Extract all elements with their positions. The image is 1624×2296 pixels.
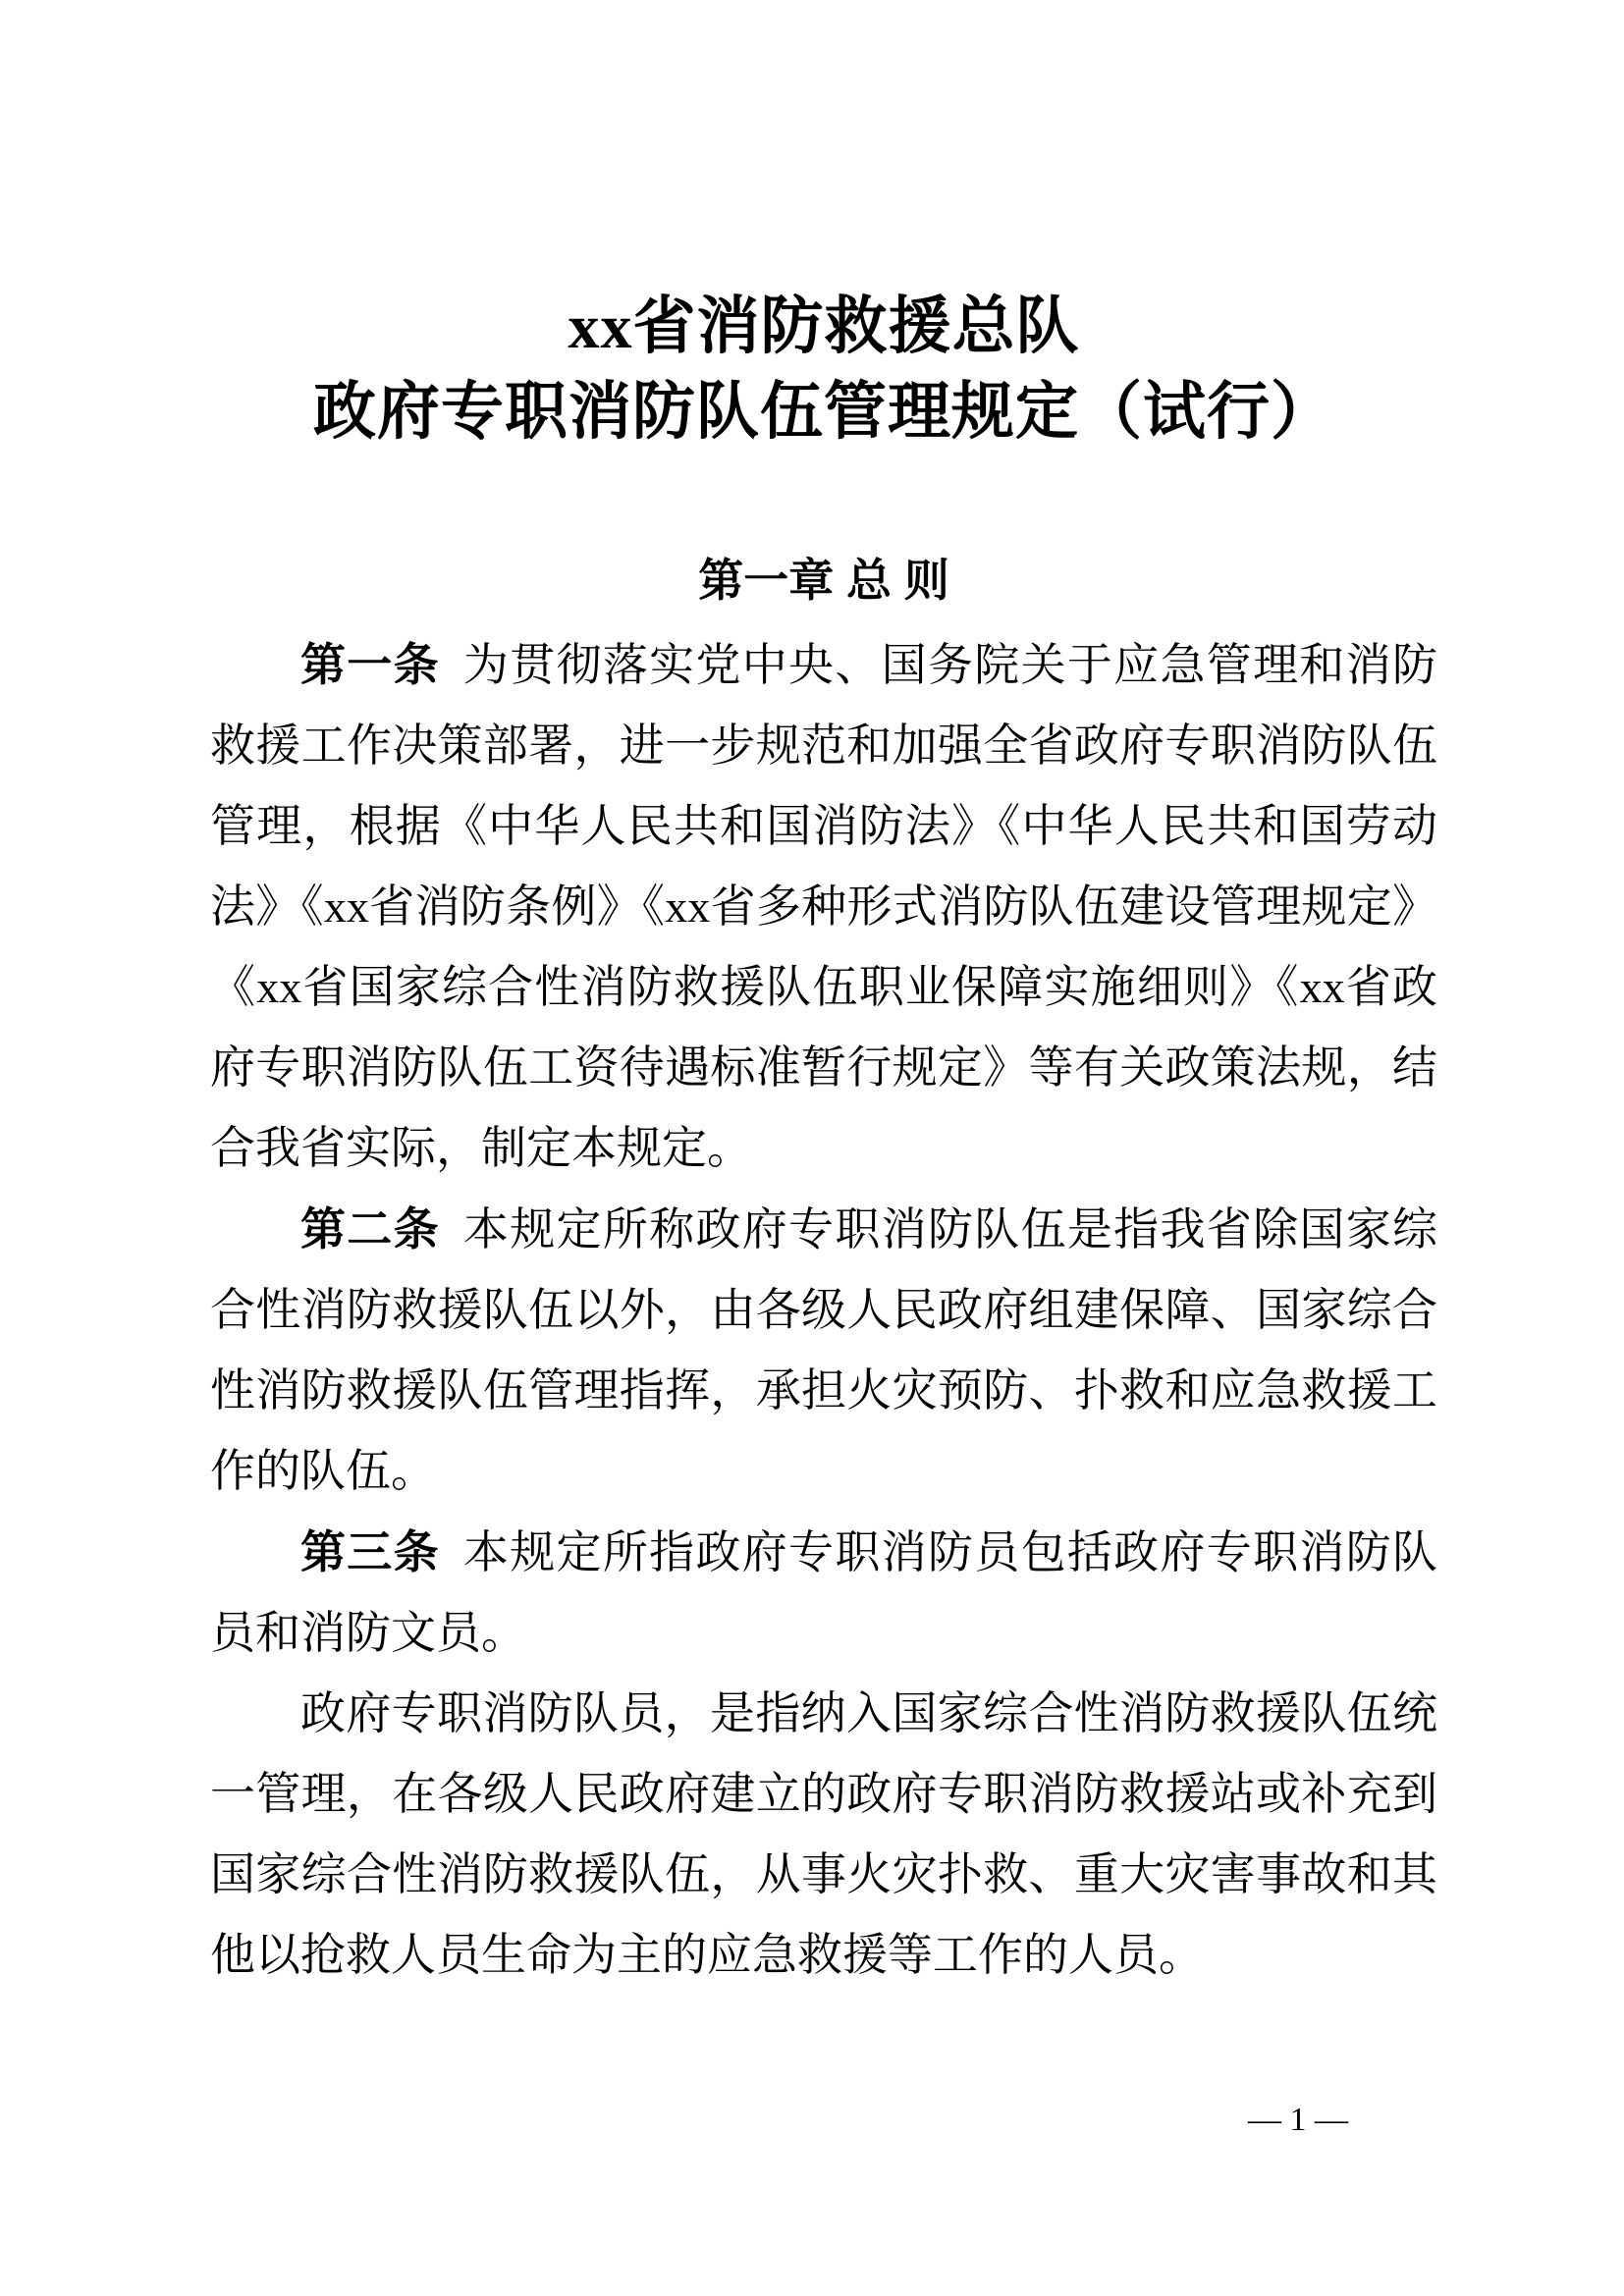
article-1-text: 为贯彻落实党中央、国务院关于应急管理和消防救援工作决策部署，进一步规范和加强全省政府专职消防队伍管理，根据《中华人民共和国消防法》《中华人民共和国劳动法》《xx省消防条例》《xx省多种形式消防队伍建设管理规定》《xx省国家综合性消防救援队伍职业保障实施细则》《xx省政府专职消防队伍工资待遇标准暂行规定》等有关政策法规，结合我省实际，制定本规定。 [210, 640, 1438, 1173]
chapter-heading: 第一章 总 则 [698, 555, 949, 606]
article-3-label: 第三条 [300, 1526, 440, 1577]
document-title-line2: 政府专职消防队伍管理规定（试行） [313, 377, 1334, 447]
document-body [210, 624, 1437, 1996]
document-title [210, 284, 1437, 454]
paragraph-definition-text: 政府专职消防队员，是指纳入国家综合性消防救援队伍统一管理，在各级人民政府建立的政府专职消防救援站或补充到国家综合性消防救援队伍，从事火灾扑救、重大灾害事故和其他以抢救人员生命为主的应急救援等工作的人员。 [210, 1688, 1437, 1980]
article-1-label: 第一条 [300, 639, 440, 690]
article-2-label: 第二条 [300, 1203, 440, 1255]
paragraph-definition [210, 1674, 1437, 1996]
paragraph-article-2 [210, 1189, 1437, 1512]
page-number: — 1 — [1248, 2102, 1348, 2138]
paragraph-article-1 [210, 624, 1437, 1189]
article-2-text: 本规定所称政府专职消防队伍是指我省除国家综合性消防救援队伍以外，由各级人民政府组建保障、国家综合性消防救援队伍管理指挥，承担火灾预防、扑救和应急救援工作的队伍。 [210, 1204, 1438, 1496]
article-3-text: 本规定所指政府专职消防员包括政府专职消防队员和消防文员。 [210, 1527, 1438, 1658]
document-title-line1: xx省消防救援总队 [568, 292, 1080, 361]
paragraph-article-3 [210, 1512, 1437, 1674]
